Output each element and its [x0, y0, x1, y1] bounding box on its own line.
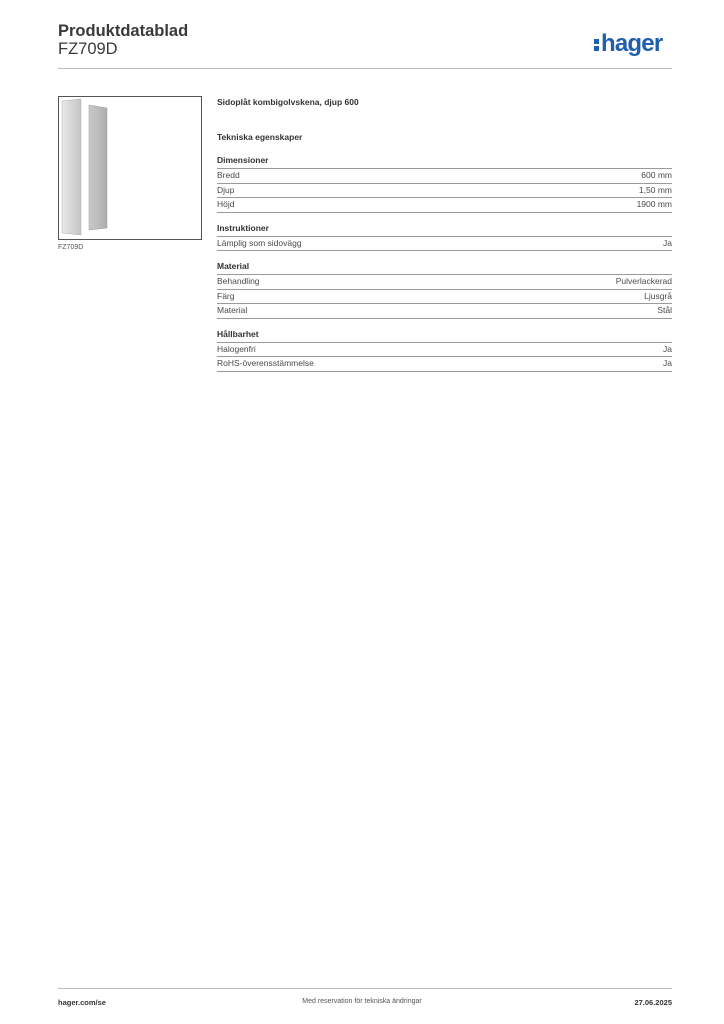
property-label: Bredd	[217, 170, 240, 180]
product-code: FZ709D	[58, 40, 118, 58]
image-caption: FZ709D	[58, 244, 84, 251]
property-label: Lämplig som sidovägg	[217, 237, 302, 248]
property-row	[217, 304, 672, 319]
logo-colon-icon	[594, 36, 600, 52]
property-row	[217, 237, 672, 252]
tech-properties-title: Tekniska egenskaper	[217, 132, 303, 142]
footer-disclaimer: Med reservation för tekniska ändringar	[302, 998, 422, 1005]
property-value: Pulverlackerad	[615, 276, 672, 286]
property-value: Stål	[657, 305, 672, 315]
property-row	[217, 343, 672, 358]
hager-logo	[594, 30, 662, 58]
section-dimensions	[217, 155, 672, 213]
product-details	[217, 96, 672, 382]
footer-website-link[interactable]: hager.com/se	[58, 998, 106, 1007]
property-row	[217, 357, 672, 372]
property-label: Djup	[217, 184, 235, 195]
section-instructions	[217, 223, 672, 252]
property-label: Material	[217, 305, 248, 315]
property-value: Ja	[663, 343, 672, 354]
property-row	[217, 184, 672, 199]
section-title: Material	[217, 261, 672, 275]
property-row	[217, 275, 672, 290]
property-value: 1900 mm	[636, 199, 672, 209]
logo-text: hager	[601, 30, 663, 57]
property-value: Ja	[663, 358, 672, 368]
section-title: Instruktioner	[217, 223, 672, 237]
section-sustainability	[217, 329, 672, 372]
property-value: 600 mm	[641, 170, 672, 180]
footer-divider	[58, 988, 672, 989]
property-label: RoHS-överensstämmelse	[217, 358, 314, 368]
property-row	[217, 169, 672, 184]
property-value: 1,50 mm	[638, 184, 672, 195]
property-value: Ljusgrå	[644, 290, 672, 301]
footer-date: 27.06.2025	[634, 998, 672, 1007]
property-label: Behandling	[217, 276, 260, 286]
section-title: Hållbarhet	[217, 329, 672, 343]
header-divider	[58, 68, 672, 69]
property-row	[217, 290, 672, 305]
property-label: Höjd	[217, 199, 235, 209]
section-title: Dimensioner	[217, 155, 672, 169]
property-value: Ja	[663, 237, 672, 248]
property-label: Halogenfri	[217, 343, 256, 354]
property-row	[217, 198, 672, 213]
section-material	[217, 261, 672, 319]
product-image	[58, 96, 202, 240]
side-panel-illustration	[59, 97, 201, 239]
product-name: Sidoplåt kombigolvskena, djup 600	[217, 97, 359, 107]
page-title: Produktdatablad	[58, 22, 189, 40]
property-label: Färg	[217, 290, 235, 301]
